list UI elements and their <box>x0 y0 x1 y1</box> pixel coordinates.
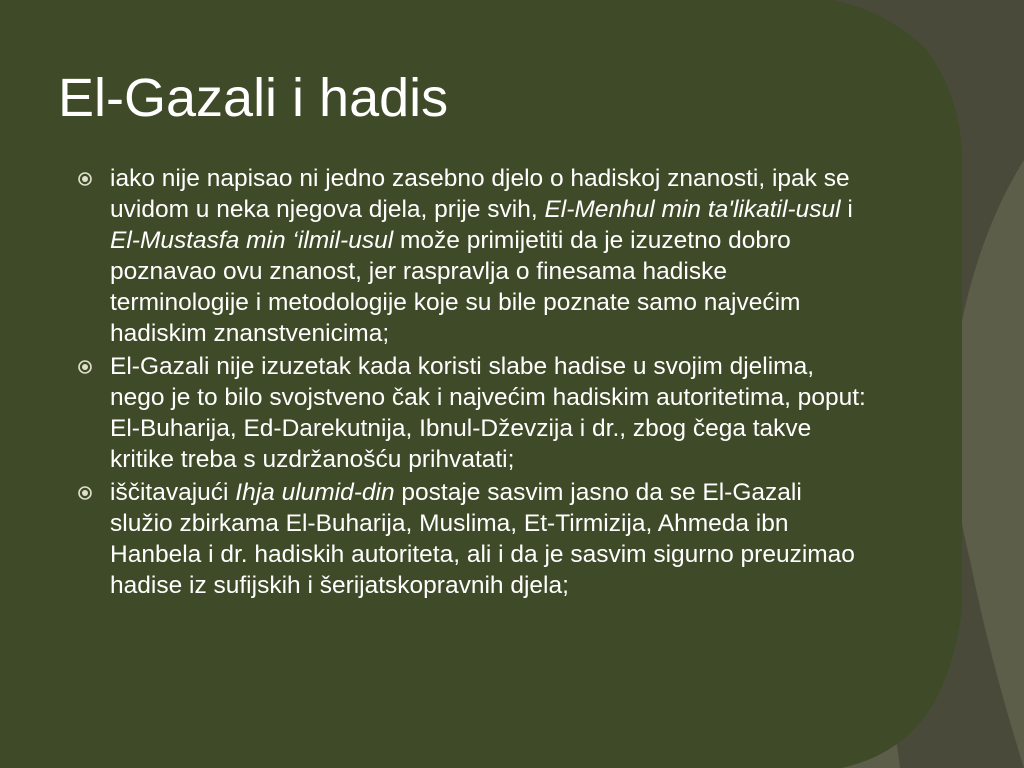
bullet-item <box>66 163 866 349</box>
bullet-list <box>66 163 866 603</box>
circle-target-icon <box>78 486 92 500</box>
bullet-text: Ihja ulumid-din <box>235 479 395 506</box>
bullet-item <box>66 477 866 601</box>
bullet-text: može primijetiti da je izuzetno dobro poznavao ovu znanost, jer raspravlja o finesama hadiske terminologije i metodologije koje su bile poznate samo najvećim hadiskim znanstvenicima; <box>110 227 801 347</box>
bullet-text: iščitavajući <box>110 479 236 506</box>
bullet-text: i <box>847 196 853 223</box>
slide-title: El-Gazali i hadis <box>58 68 449 128</box>
bullet-text: El-Mustasfa min ‘ilmil-usul <box>110 227 394 254</box>
bullet-text: postaje sasvim jasno da se El-Gazali služio zbirkama El-Buharija, Muslima, Et-Tirmizija, Ahmeda ibn Hanbela i dr. hadiskih autoriteta, ali i da je sasvim sigurno preuzimao hadise iz sufijskih i šerijatskopravnih djela; <box>110 479 855 599</box>
bullet-text: iako nije napisao ni jedno zasebno djelo o hadiskoj znanosti, ipak se uvidom u neka njegova djela, prije svih, <box>110 165 850 223</box>
bullet-item <box>66 351 866 475</box>
bullet-text: El-Gazali nije izuzetak kada koristi slabe hadise u svojim djelima, nego je to bilo svojstveno čak i najvećim hadiskim autoritetima, poput: El-Buharija, Ed-Darekutnija, Ibnul-Dževzija i dr., zbog čega takve kritike treba s uzdržanošću prihvatati; <box>110 353 866 473</box>
bullet-text: El-Menhul min ta'likatil-usul <box>544 196 848 223</box>
circle-target-icon <box>78 172 92 186</box>
circle-target-icon <box>78 360 92 374</box>
